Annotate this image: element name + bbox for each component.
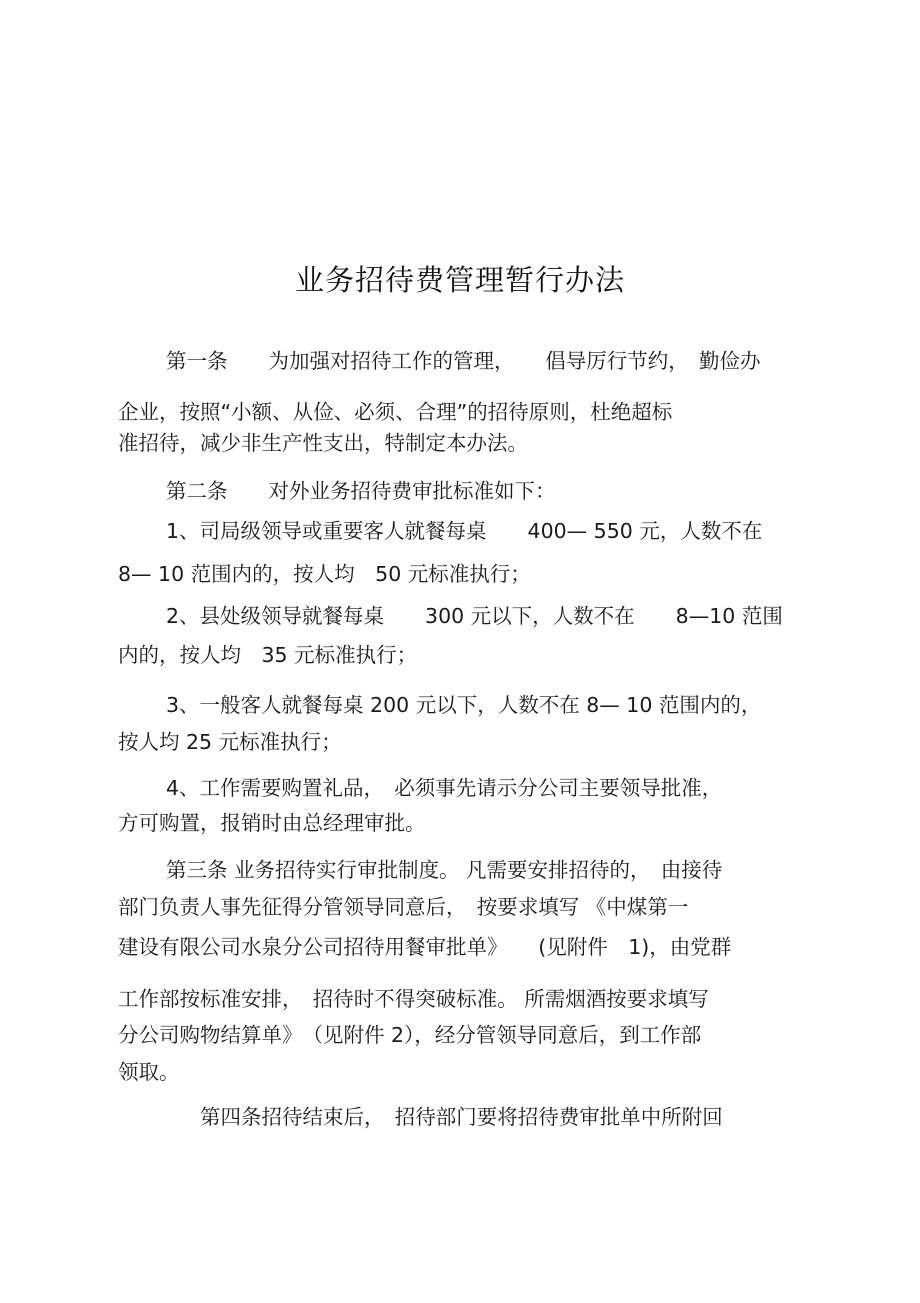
- item-2-line-2: 内的，按人均 35 元标准执行；: [118, 643, 418, 667]
- item-1-line-2: 8— 10 范围内的，按人均 50 元标准执行；: [118, 562, 531, 586]
- item-3-line-1: 3、一般客人就餐每桌 200 元以下，人数不在 8— 10 范围内的，: [166, 693, 762, 717]
- item-4-line-1: 4、工作需要购置礼品， 必须事先请示分公司主要领导批准，: [166, 776, 723, 800]
- article-1-line-2: 企业，按照“小额、从俭、必须、合理”的招待原则，杜绝超标: [118, 400, 673, 424]
- article-3-line-5: 分公司购物结算单》 （见附件 2），经分管领导同意后，到工作部: [118, 1023, 702, 1047]
- document-title: 业务招待费管理暂行办法: [294, 263, 625, 297]
- item-4-line-2: 方可购置，报销时由总经理审批。: [118, 811, 426, 835]
- article-1-line-1: 第一条 为加强对招待工作的管理， 倡导厉行节约， 勤俭办: [166, 349, 761, 373]
- article-2-line-1: 第二条 对外业务招待费审批标准如下：: [166, 479, 556, 503]
- article-4-line-1: 第四条招待结束后， 招待部门要将招待费审批单中所附回: [200, 1105, 723, 1129]
- article-3-line-4: 工作部按标准安排， 招待时不得突破标准。 所需烟酒按要求填写: [118, 987, 709, 1011]
- item-2-line-1: 2、县处级领导就餐每桌 300 元以下，人数不在 8—10 范围: [166, 604, 783, 628]
- article-1-line-3: 准招待，减少非生产性支出，特制定本办法。: [118, 431, 528, 455]
- item-3-line-2: 按人均 25 元标准执行；: [118, 730, 342, 754]
- article-3-line-3: 建设有限公司水泉分公司招待用餐审批单》 (见附件 1)，由党群: [118, 935, 732, 959]
- article-3-line-6: 领取。: [118, 1060, 180, 1084]
- article-3-line-2: 部门负责人事先征得分管领导同意后， 按要求填写 《中煤第一: [118, 895, 689, 919]
- item-1-line-1: 1、司局级领导或重要客人就餐每桌 400— 550 元，人数不在: [166, 519, 763, 543]
- article-3-line-1: 第三条 业务招待实行审批制度。 凡需要安排招待的， 由接待: [166, 858, 723, 882]
